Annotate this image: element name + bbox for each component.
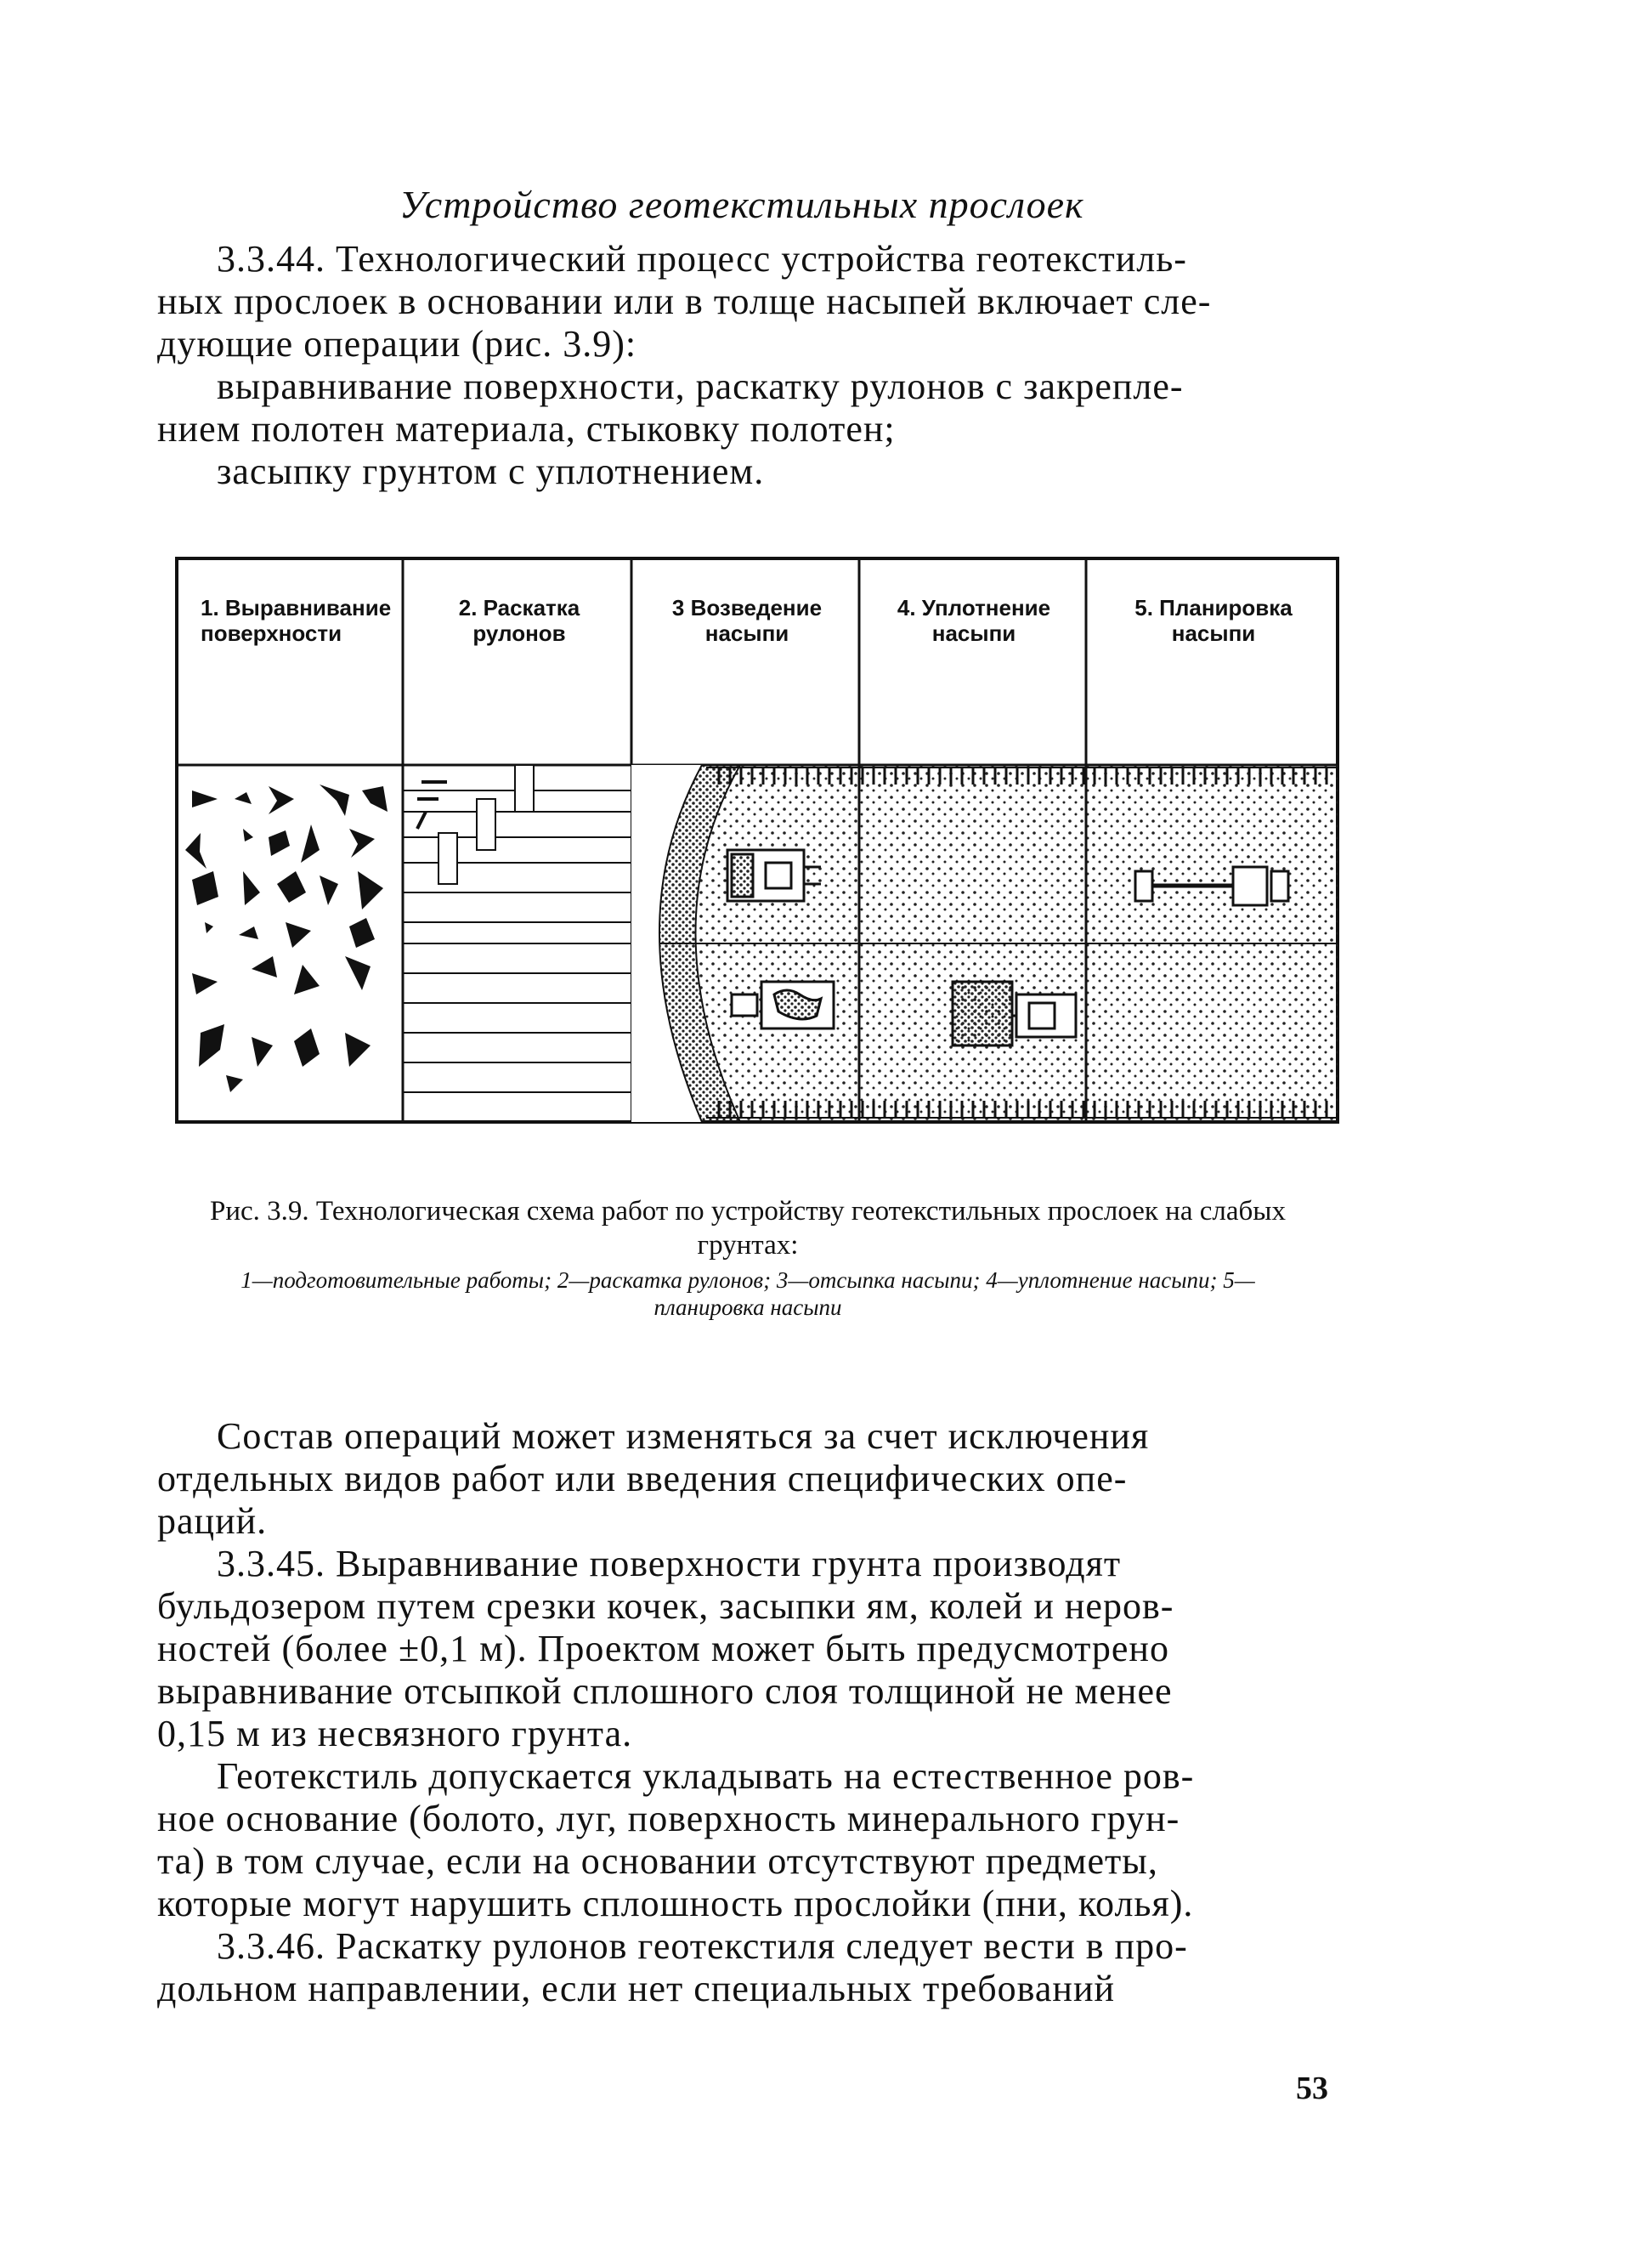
paragraph-3-3-46 bbox=[157, 1925, 1347, 2010]
text-line: ное основание (болото, луг, поверхность минерального грун- bbox=[157, 1798, 1180, 1839]
text-line: бульдозером путем срезки кочек, засыпки ям, колей и неров- bbox=[157, 1585, 1174, 1627]
figure-3-9 bbox=[175, 557, 1341, 1135]
text-line: нием полотен материала, стыковку полотен; bbox=[157, 408, 896, 450]
column-4-label: 4. Уплотнение насыпи bbox=[897, 595, 1051, 646]
text-line: 3.3.45. Выравнивание поверхности грунта производят bbox=[217, 1543, 1122, 1584]
text-line: 3.3.44. Технологический процесс устройства геотекстиль- bbox=[217, 238, 1187, 280]
text-line: выравнивание поверхности, раскатку рулонов с закрепле- bbox=[217, 365, 1184, 407]
text-line: Состав операций может изменяться за счет исключения bbox=[217, 1415, 1150, 1457]
text-line: отдельных видов работ или введения специфических опе- bbox=[157, 1458, 1128, 1499]
text-line: дольном направлении, если нет специальных требований bbox=[157, 1968, 1116, 2009]
text-line: 0,15 м из несвязного грунта. bbox=[157, 1713, 633, 1754]
column-5-label: 5. Планировка насыпи bbox=[1134, 595, 1293, 646]
geotextile-roll-strips bbox=[403, 765, 631, 1092]
text-line: Геотекстиль допускается укладывать на естественное ров- bbox=[217, 1755, 1195, 1797]
uneven-surface-marks bbox=[185, 785, 388, 1092]
column-3-label: 3 Возведение насыпи bbox=[671, 595, 823, 646]
text-line: дующие операции (рис. 3.9): bbox=[157, 323, 637, 365]
figure-caption: Рис. 3.9. Технологическая схема работ по устройству геотекстильных прослоек на слабых грунтах: bbox=[210, 1196, 1286, 1261]
column-1-label: 1. Выравнивание поверхности bbox=[201, 595, 392, 646]
text-line: засыпку грунтом с уплотнением. bbox=[217, 450, 765, 492]
figure-legend: 1—подготовительные работы; 2—раскатка рулонов; 3—отсыпка насыпи; 4—уплотнение насыпи; 5—планировка насыпи bbox=[240, 1267, 1255, 1320]
text-line: раций. bbox=[157, 1500, 268, 1542]
paragraph-3-3-44 bbox=[157, 238, 1347, 493]
text-line: 3.3.46. Раскатку рулонов геотекстиля следует вести в про- bbox=[217, 1925, 1188, 1967]
section-heading: Устройство геотекстильных прослоек bbox=[399, 183, 1084, 226]
text-line: выравнивание отсыпкой сплошного слоя толщиной не менее bbox=[157, 1670, 1173, 1712]
paragraph-geotextile bbox=[157, 1755, 1347, 1925]
text-line: ностей (более ±0,1 м). Проектом может быть предусмотрено bbox=[157, 1628, 1169, 1669]
paragraph-3-3-45 bbox=[157, 1543, 1347, 1755]
text-line: та) в том случае, если на основании отсутствуют предметы, bbox=[157, 1840, 1158, 1882]
text-line: ных прослоек в основании или в толще насыпей включает сле- bbox=[157, 280, 1212, 322]
page-number: 53 bbox=[1296, 2071, 1328, 2106]
text-line: которые могут нарушить сплошность прослойки (пни, колья). bbox=[157, 1883, 1194, 1924]
column-2-label: 2. Раскатка рулонов bbox=[458, 595, 580, 646]
paragraph-operations bbox=[157, 1415, 1347, 1543]
